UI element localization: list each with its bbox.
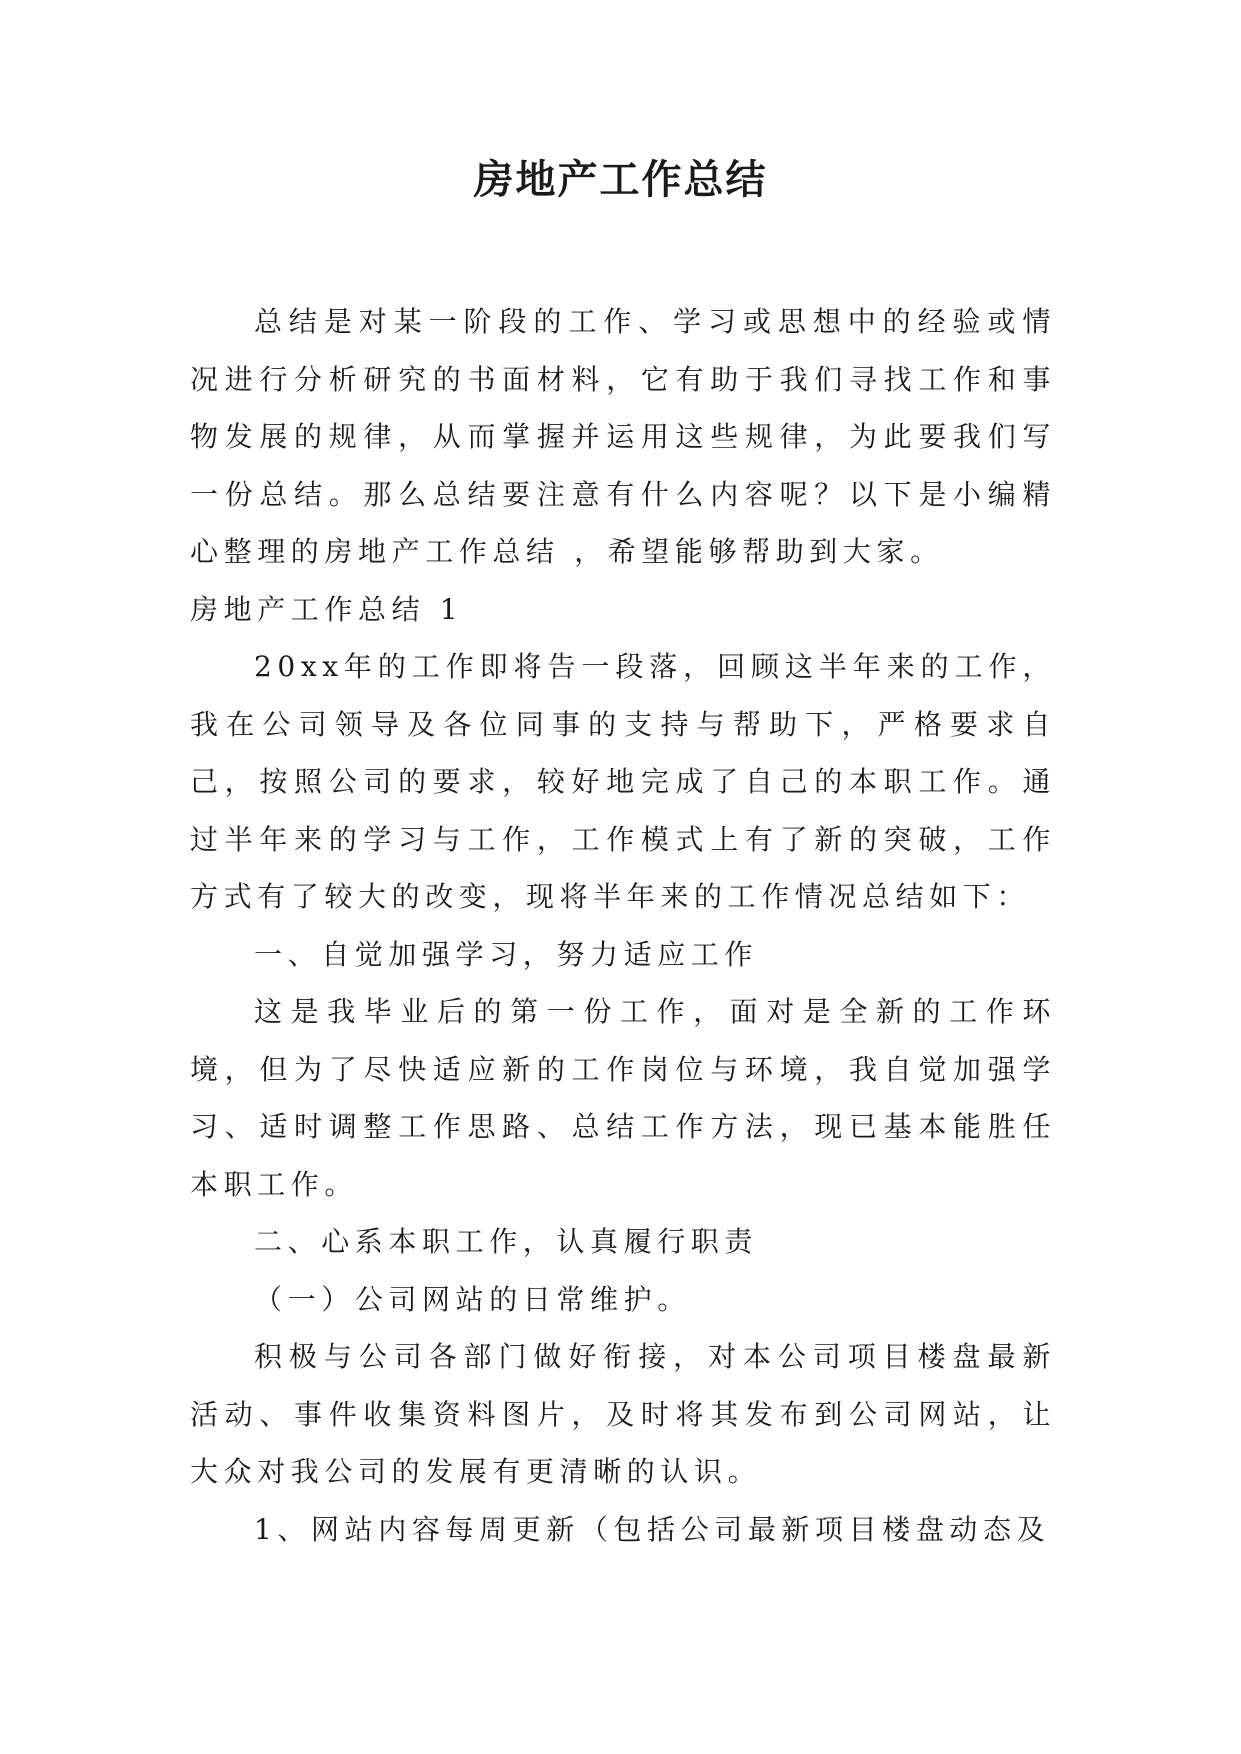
document-title: 房地产工作总结 [473,156,768,203]
section-title: 房地产工作总结 1 [190,592,464,626]
sub-subheading: （一）公司网站的日常维护。 [254,1282,691,1316]
body-paragraph: 这是我毕业后的第一份工作，面对是全新的工作环境，但为了尽快适应新的工作岗位与环境，我自觉加强学习、适时调整工作思路、总结工作方法，现已基本能胜任本职工作。 [190,995,1056,1201]
body-paragraph: 20xx年的工作即将告一段落，回顾这半年来的工作，我在公司领导及各位同事的支持与帮助下，严格要求自己，按照公司的要求，较好地完成了自己的本职工作。通过半年来的学习与工作，工作模式上有了新的突破，工作方式有了较大的改变，现将半年来的工作情况总结如下： [190,650,1056,913]
document-body [190,293,1056,1558]
list-item: 1、网站内容每周更新（包括公司最新项目楼盘动态及 [254,1512,1051,1546]
subheading-two: 二、心系本职工作，认真履行职责 [254,1225,759,1258]
subheading-one: 一、自觉加强学习，努力适应工作 [254,937,759,971]
body-paragraph: 积极与公司各部门做好衔接，对本公司项目楼盘最新活动、事件收集资料图片，及时将其发布到公司网站，让大众对我公司的发展有更清晰的认识。 [190,1340,1056,1488]
intro-paragraph: 总结是对某一阶段的工作、学习或思想中的经验或情况进行分析研究的书面材料，它有助于我们寻找工作和事物发展的规律，从而掌握并运用这些规律，为此要我们写一份总结。那么总结要注意有什么内容呢？以下是小编精心整理的房地产工作总结 ，希望能够帮助到大家。 [190,305,1056,568]
